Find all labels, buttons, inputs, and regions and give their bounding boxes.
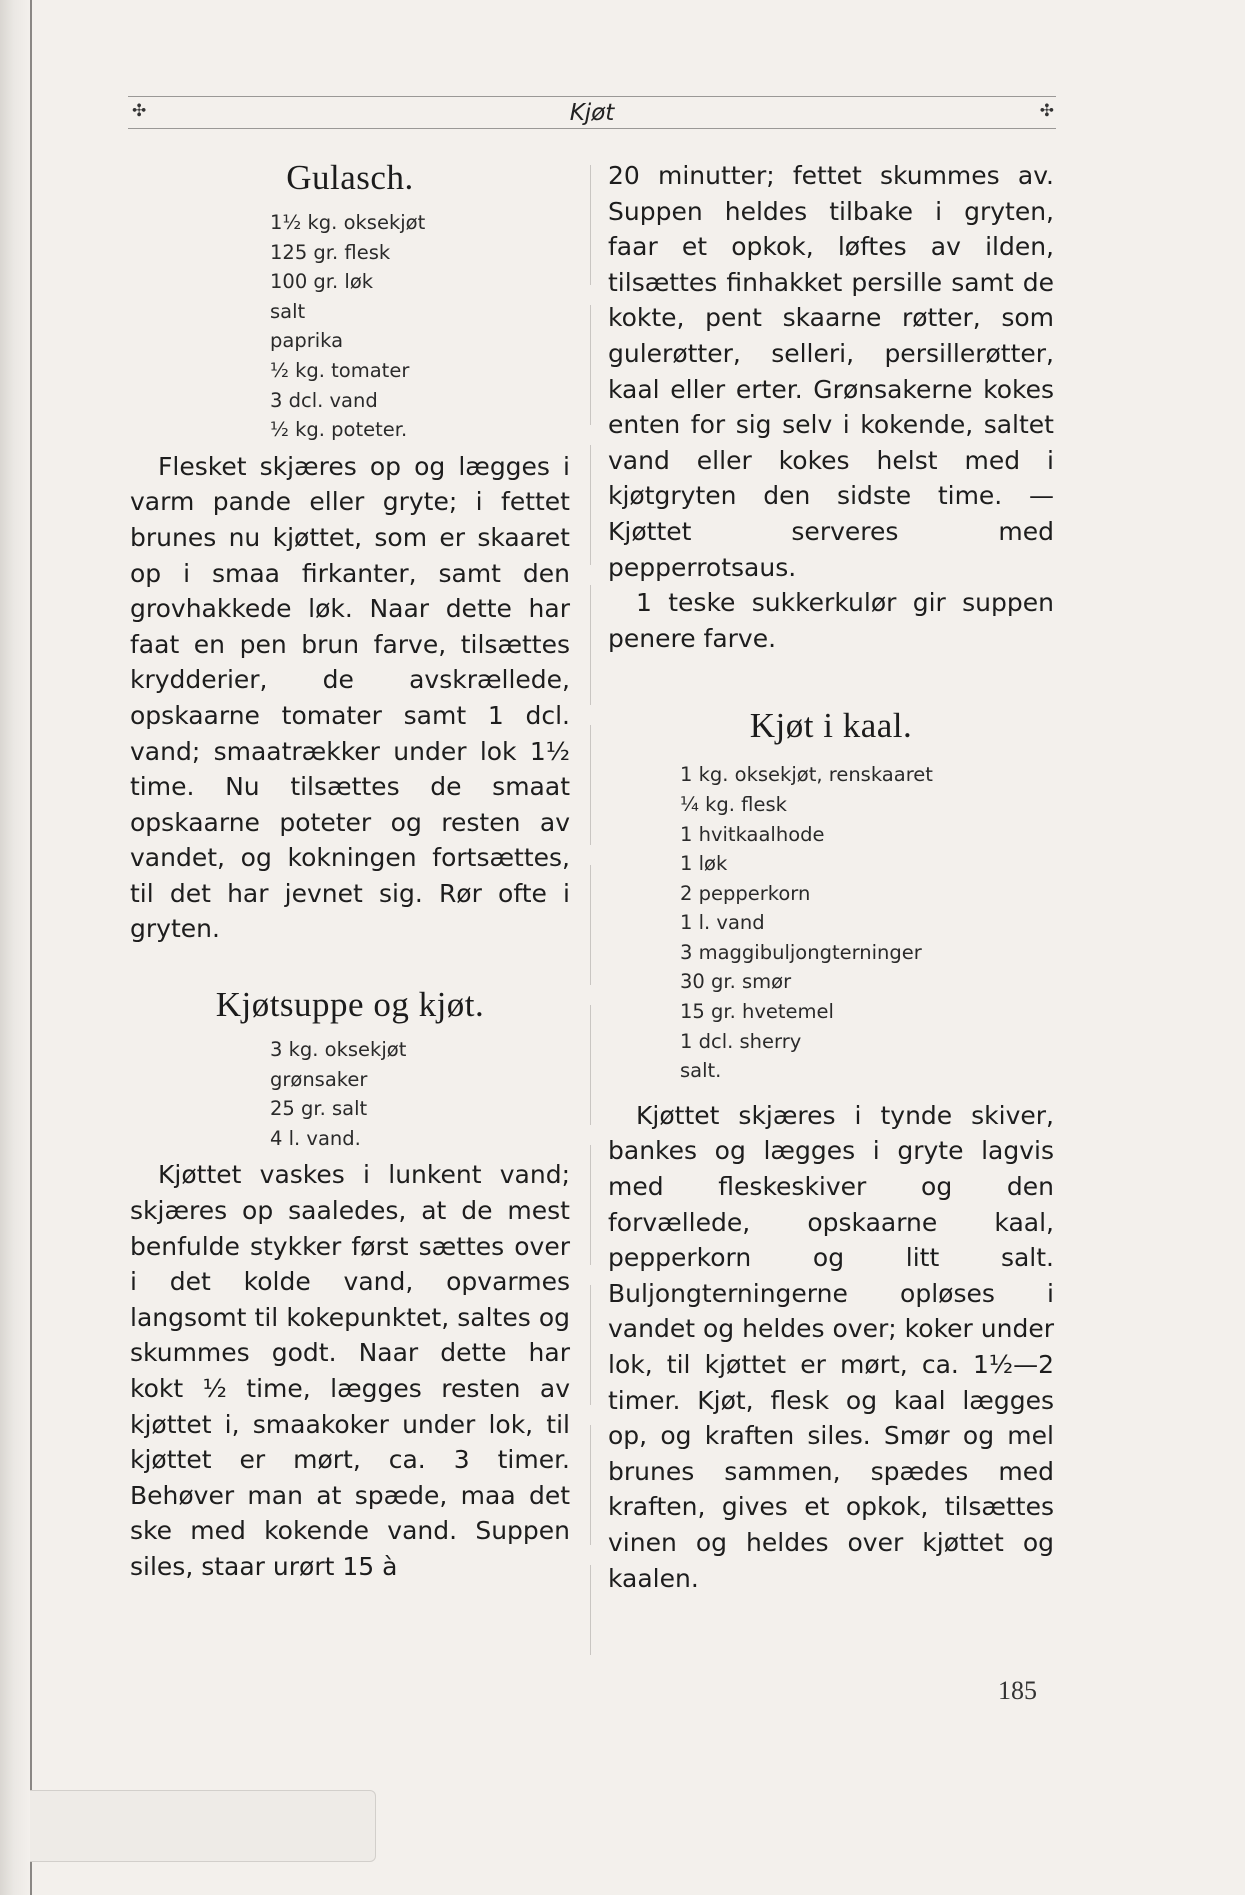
recipe-text-kjotsuppe-part1: Kjøttet vaskes i lunkent vand; skjæres op saaledes, at de mest benfulde stykker først sættes over i det kolde vand, opvarmes langsomt til kokepunktet, saltes og skummes godt. Naar dette har kokt ½ time, lægges resten av kjøttet i, smaakoker under lok, til kjøttet er mørt, ca. 3 timer. Behøver man at spæde, maa det ske med kokende vand. Suppen siles, staar urørt 15 à — [130, 1160, 570, 1581]
ingredient: 25 gr. salt — [270, 1097, 368, 1121]
ingredient: 3 maggibuljongterninger — [680, 940, 922, 964]
ornament-left-icon: ✣ — [132, 101, 147, 121]
ingredient: 125 gr. flesk — [270, 240, 391, 264]
recipe-text-kjotsuppe-part2: 20 minutter; fettet skummes av. Suppen heldes tilbake i gryten, faar et opkok, løftes av ilden, tilsættes finhakket persille samt de kokte, pent skaarne røtter, som gulerøtter, selleri, persillerøtter, kaal eller erter. Grønsakerne kokes enten for sig selv i kokende, saltet vand eller kokes helst med i kjøtgryten den sidste time. — Kjøttet serveres med pepperrotsaus. — [608, 161, 1054, 582]
recipe-text-gulasch: Flesket skjæres op og lægges i varm pande eller gryte; i fettet brunes nu kjøttet, som er skaaret op i smaa firkanter, samt den grovhakkede løk. Naar dette har faat en pen brun farve, tilsættes krydderier, de avskrællede, opskaarne tomater samt 1 dcl. vand; smaatrækker under lok 1½ time. Nu tilsættes de smaat opskaarne poteter og resten av vandet, og kokningen fortsættes, til det har jevnet sig. Rør ofte i gryten. — [130, 451, 570, 944]
ingredient: 3 kg. oksekjøt — [270, 1038, 407, 1062]
recipe-title-gulasch: Gulasch. — [286, 158, 414, 197]
ingredient: 1 l. vand — [680, 911, 765, 935]
right-column — [608, 158, 1054, 1596]
ingredient: grønsaker — [270, 1067, 368, 1091]
header-rule-bottom — [128, 128, 1056, 129]
ingredient: ¼ kg. flesk — [680, 792, 787, 816]
ingredient: ½ kg. tomater — [270, 358, 410, 382]
running-header-title: Kjøt — [569, 100, 615, 126]
page-tab-edge — [30, 1790, 376, 1862]
ingredient: 3 dcl. vand — [270, 388, 378, 412]
ingredient-list-kjot-i-kaal — [680, 760, 1054, 1086]
running-header — [128, 92, 1056, 130]
ingredient-list-kjotsuppe — [270, 1035, 570, 1153]
recipe-title-kjotsuppe: Kjøtsuppe og kjøt. — [215, 985, 485, 1025]
column-divider — [590, 165, 591, 1655]
ingredient: paprika — [270, 329, 344, 353]
ingredient: ½ kg. poteter. — [270, 418, 408, 442]
page-edge-line — [30, 0, 32, 1895]
ingredient: 2 pepperkorn — [680, 881, 811, 905]
recipe-title-kjot-i-kaal: Kjøt i kaal. — [749, 706, 913, 746]
ingredient: 1 løk — [680, 852, 728, 876]
left-column — [130, 158, 570, 1585]
ingredient-list-gulasch — [270, 208, 570, 445]
ingredient: 1 dcl. sherry — [680, 1029, 802, 1053]
ingredient: 15 gr. hvetemel — [680, 1000, 834, 1024]
page-number: 185 — [998, 1676, 1037, 1705]
ingredient: 30 gr. smør — [680, 970, 792, 994]
ingredient: 1 hvitkaalhode — [680, 822, 825, 846]
recipe-kjot-i-kaal — [608, 706, 1054, 1596]
ingredient: salt — [270, 299, 306, 323]
recipe-kjotsuppe — [130, 985, 570, 1585]
book-spine-shadow — [0, 0, 30, 1895]
ingredient: 100 gr. løk — [270, 270, 374, 294]
recipe-tip-kjotsuppe: 1 teske sukkerkulør gir suppen penere farve. — [608, 588, 1054, 653]
ingredient: 4 l. vand. — [270, 1126, 361, 1150]
ingredient: salt. — [680, 1059, 722, 1083]
header-rule-top — [128, 96, 1056, 97]
ingredient: 1 kg. oksekjøt, renskaaret — [680, 763, 933, 787]
recipe-text-kjot-i-kaal: Kjøttet skjæres i tynde skiver, bankes og lægges i gryte lagvis med fleskeskiver og den forvællede, opskaarne kaal, pepperkorn og litt salt. Buljongterningerne opløses i vandet og heldes over; koker under lok, til kjøttet er mørt, ca. 1½—2 timer. Kjøt, flesk og kaal lægges op, og kraften siles. Smør og mel brunes sammen, spædes med kraften, gives et opkok, tilsættes vinen og heldes over kjøttet og kaalen. — [608, 1100, 1054, 1593]
recipe-gulasch — [130, 158, 570, 947]
ingredient: 1½ kg. oksekjøt — [270, 211, 426, 234]
ornament-right-icon: ✣ — [1039, 101, 1054, 121]
